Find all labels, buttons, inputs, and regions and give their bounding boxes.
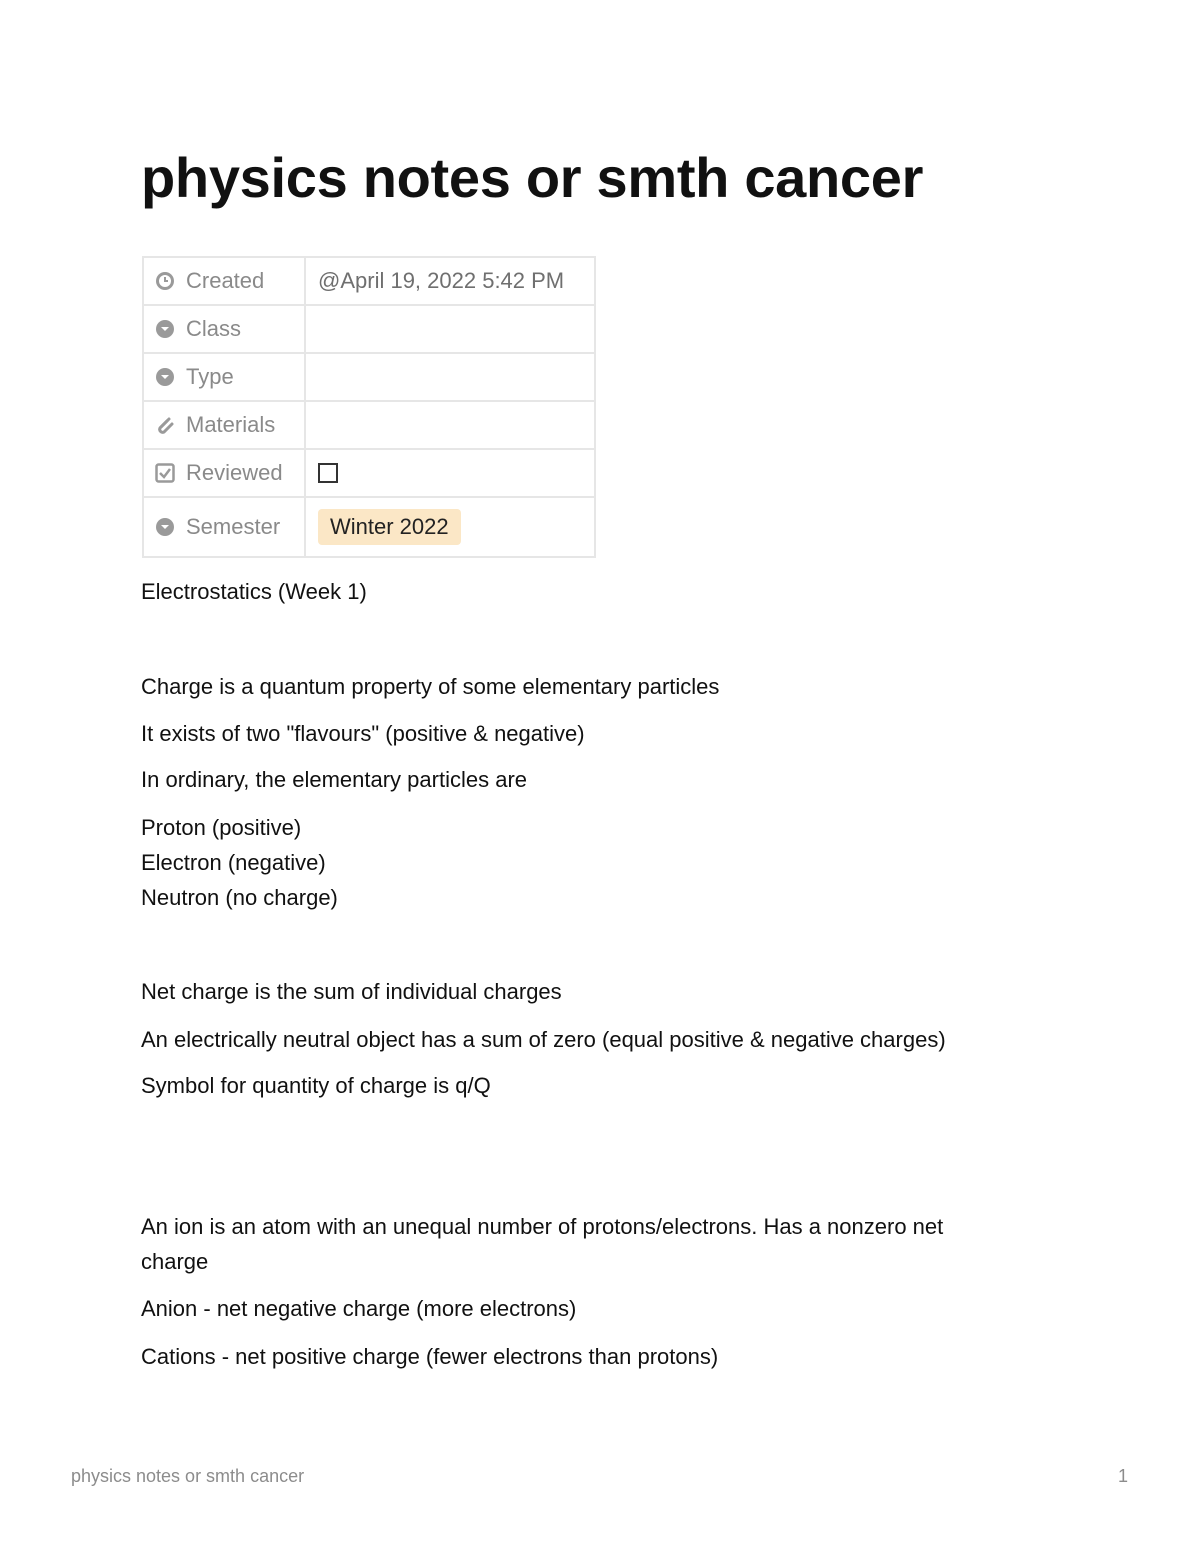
paragraph: Electron (negative)	[141, 850, 326, 875]
property-label-reviewed: Reviewed	[186, 460, 283, 485]
property-row-semester	[143, 497, 595, 557]
paragraph: Anion - net negative charge (more electrons)	[141, 1296, 577, 1321]
paragraph: An electrically neutral object has a sum of zero (equal positive & negative charges)	[141, 1027, 946, 1052]
attachment-icon	[154, 414, 176, 436]
paragraph: In ordinary, the elementary particles are	[141, 767, 527, 792]
paragraph: It exists of two "flavours" (positive & negative)	[141, 721, 585, 746]
reviewed-checkbox[interactable]	[318, 463, 338, 483]
property-label-created: Created	[186, 268, 265, 293]
clock-icon	[154, 270, 176, 292]
property-label-semester: Semester	[186, 514, 281, 539]
property-row-materials	[143, 401, 595, 449]
checkbox-icon	[154, 462, 176, 484]
paragraph: Charge is a quantum property of some elementary particles	[141, 674, 720, 699]
page-title: physics notes or smth cancer	[141, 146, 924, 209]
property-label-materials: Materials	[186, 412, 276, 437]
property-row-created	[143, 257, 595, 305]
paragraph: Neutron (no charge)	[141, 885, 338, 910]
property-row-type	[143, 353, 595, 401]
select-icon	[154, 318, 176, 340]
property-label-class: Class	[186, 316, 242, 341]
page-number: 1	[1117, 1466, 1128, 1486]
created-value: @April 19, 2022 5:42 PM	[318, 268, 565, 293]
footer-doc-title: physics notes or smth cancer	[71, 1466, 305, 1486]
paragraph: charge	[141, 1249, 209, 1274]
type-value[interactable]	[305, 353, 595, 401]
property-label-type: Type	[186, 364, 234, 389]
paragraph: Symbol for quantity of charge is q/Q	[141, 1073, 491, 1098]
property-row-class	[143, 305, 595, 353]
section-heading: Electrostatics (Week 1)	[141, 579, 367, 604]
semester-tag[interactable]: Winter 2022	[318, 509, 461, 545]
paragraph: An ion is an atom with an unequal number of protons/electrons. Has a nonzero net	[141, 1214, 944, 1239]
paragraph: Cations - net positive charge (fewer electrons than protons)	[141, 1344, 719, 1369]
paragraph: Proton (positive)	[141, 815, 302, 840]
class-value[interactable]	[305, 305, 595, 353]
select-icon	[154, 516, 176, 538]
paragraph: Net charge is the sum of individual charges	[141, 979, 562, 1004]
property-row-reviewed	[143, 449, 595, 497]
materials-value[interactable]	[305, 401, 595, 449]
select-icon	[154, 366, 176, 388]
properties-table	[142, 256, 596, 558]
